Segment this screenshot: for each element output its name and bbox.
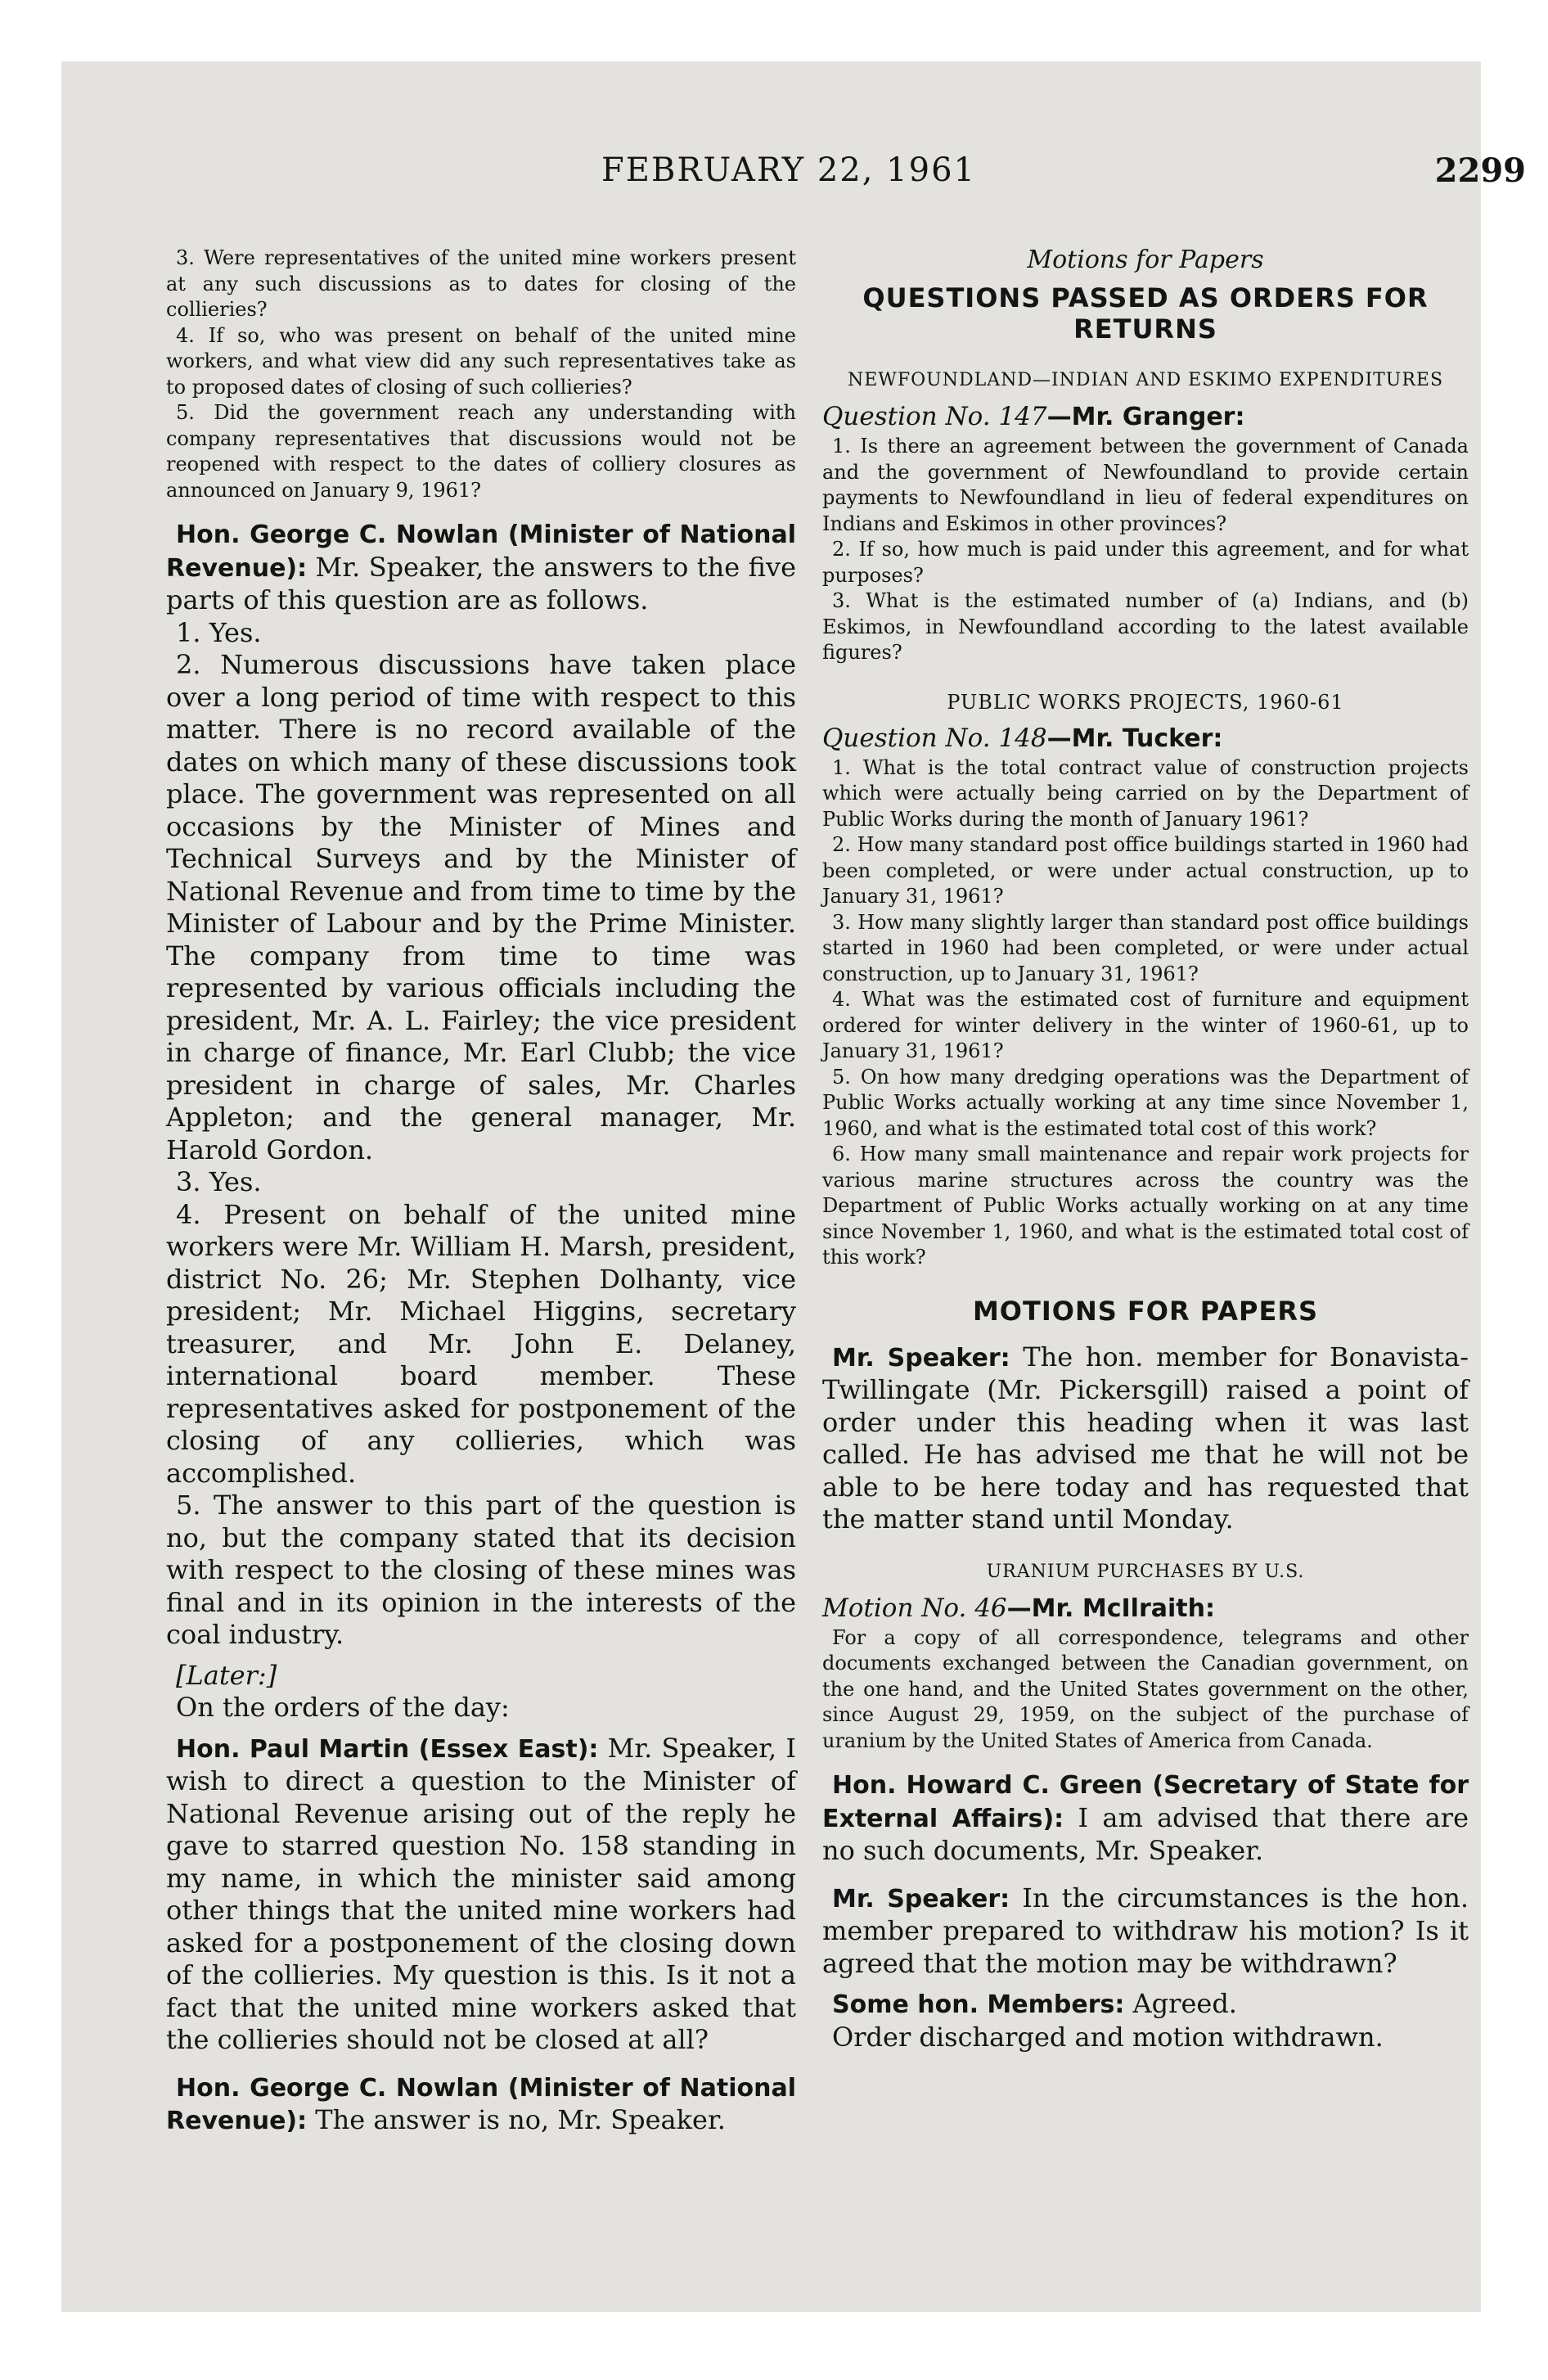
subheading-uranium: URANIUM PURCHASES BY U.S. — [986, 1561, 1305, 1582]
subheading-newfoundland: NEWFOUNDLAND—INDIAN AND ESKIMO EXPENDITURES — [847, 370, 1444, 390]
page-number: 2299 — [1434, 151, 1526, 190]
later-marker: [Later:] — [176, 1659, 277, 1691]
q148-part-2: 2. How many standard post office buildings started in 1960 had been completed, or were under actual construction, up to January 31, 1961? — [822, 833, 1469, 908]
motion-number: Motion No. 46 — [822, 1593, 1007, 1623]
speech-text: I am advised that there are no such documents, Mr. Speaker. — [822, 1801, 1469, 1866]
speech-martin — [166, 1733, 796, 2057]
q148-part-6: 6. How many small maintenance and repair work projects for various marine structures across the country was the Department of Public Works actually working on at any time since November 1, 1960, and what is the estimated total cost of this work? — [822, 1143, 1469, 1269]
motion-46-heading — [822, 1592, 1469, 1625]
member-name: —Mr. Tucker: — [1046, 723, 1223, 753]
header-date: FEBRUARY 22, 1961 — [601, 151, 976, 189]
answer-2: 2. Numerous discussions have taken place over a long period of time with respect to this matter. There is no record available of the dates on which many of these discussions took place. The government was represented on all occasions by the Minister of Mines and Technical Surveys and by the Minister of National Revenue and from time to time by the Minister of Labour and by the Prime Minister. The company from time to time was represented by various officials including the president, Mr. A. L. Fairley; the vice president in charge of finance, Mr. Earl Clubb; the vice president in charge of sales, Mr. Charles Appleton; and the general manager, Mr. Harold Gordon. — [166, 649, 796, 1165]
member-name: —Mr. Granger: — [1046, 403, 1245, 431]
section-title-questions: QUESTIONS PASSED AS ORDERS FOR RETURNS — [862, 282, 1429, 345]
speaker-name: Some hon. Members: — [832, 1990, 1125, 2019]
subheading-public-works: PUBLIC WORKS PROJECTS, 1960-61 — [947, 690, 1344, 714]
question-number: Question No. 147 — [822, 402, 1047, 431]
section-title-motions: MOTIONS FOR PAPERS — [972, 1295, 1319, 1327]
q148-part-5: 5. On how many dredging operations was the Department of Public Works actually working at any time since November 1, 1960, and what is the estimated total cost of this work? — [822, 1065, 1469, 1140]
question-148-heading — [822, 722, 1469, 755]
speech-text: Mr. Speaker, the answers to the five parts of this question are as follows. — [166, 551, 796, 615]
question-147-heading — [822, 400, 1469, 434]
speech-text: In the circumstances is the hon. member prepared to withdraw his motion? Is it agreed that the motion may be withdrawn? — [822, 1882, 1469, 1979]
speech-green — [822, 1769, 1469, 1868]
speaker-name: Hon. George C. Nowlan (Minister of National Revenue): — [166, 2073, 796, 2135]
question-number: Question No. 148 — [822, 723, 1047, 753]
speech-nowlan-1 — [166, 518, 796, 617]
page-scan — [61, 61, 1526, 2312]
speech-text: Agreed. — [1124, 1988, 1237, 2019]
speech-text: Mr. Speaker, I wish to direct a question to the Minister of National Revenue arising out of the reply he gave to starred question No. 158 standing in my name, in which the minister said among other things that the united mine workers had asked for a postponement of the closing down of the collieries. My question is this. Is it not a fact that the united mine workers asked that the collieries should not be closed at all? — [166, 1732, 797, 2055]
q148-part-3: 3. How many slightly larger than standard post office buildings started in 1960 had been completed, or were under actual construction, up to January 31, 1961? — [822, 910, 1469, 985]
speech-members — [822, 1988, 1469, 2022]
speaker-name: Mr. Speaker: — [832, 1884, 1010, 1913]
answer-3: 3. Yes. — [176, 1166, 262, 1197]
speech-nowlan-2 — [166, 2071, 796, 2138]
speech-speaker-1 — [822, 1341, 1469, 1536]
answer-5: 5. The answer to this part of the question is no, but the company stated that its decision with respect to the closing of these mines was final and in its opinion in the interests of the coal industry. — [166, 1490, 796, 1650]
speaker-name: Hon. Howard C. Green (Secretary of State for External Affairs): — [822, 1771, 1469, 1833]
question-part-3: 3. Were representatives of the united mine workers present at any such discussions as to dates for closing of the collieries? — [166, 246, 796, 321]
answer-4: 4. Present on behalf of the united mine workers were Mr. William H. Marsh, president, district No. 26; Mr. Stephen Dolhanty, vice president; Mr. Michael Higgins, secretary treasurer, and Mr. John E. Delaney, international board member. These representatives asked for postponement of the closing of any collieries, which was accomplished. — [166, 1198, 796, 1489]
question-part-5: 5. Did the government reach any understanding with company representatives that discussions would not be reopened with respect to the dates of colliery closures as announced on January 9, 1961? — [166, 401, 796, 502]
speaker-name: Mr. Speaker: — [832, 1343, 1010, 1373]
speech-speaker-2 — [822, 1882, 1469, 1981]
order-discharged: Order discharged and motion withdrawn. — [832, 2021, 1384, 2053]
speaker-name: Hon. George C. Nowlan (Minister of National Revenue): — [166, 521, 796, 583]
motion-46-text: For a copy of all correspondence, telegrams and other documents exchanged between the Canadian government, on the one hand, and the United States government on the other, since August 29, 1959, on the subject of the purchase of uranium by the United States of America from Canada. — [822, 1625, 1469, 1752]
answer-1: 1. Yes. — [176, 616, 262, 648]
left-column — [166, 246, 796, 2138]
question-part-4: 4. If so, who was present on behalf of the united mine workers, and what view did any such representatives take as to proposed dates of closing of such collieries? — [166, 323, 796, 399]
section-running-head: Motions for Papers — [1027, 246, 1264, 274]
speaker-name: Hon. Paul Martin (Essex East): — [176, 1734, 599, 1764]
member-name: —Mr. McIlraith: — [1006, 1593, 1215, 1623]
q147-part-1: 1. Is there an agreement between the government of Canada and the government of Newfoundland to provide certain payments to Newfoundland in lieu of federal expenditures on Indians and Eskimos in other provinces? — [822, 435, 1469, 535]
q148-part-1: 1. What is the total contract value of construction projects which were actually being carried on by the Department of Public Works during the month of January 1961? — [822, 755, 1469, 831]
q147-part-3: 3. What is the estimated number of (a) Indians, and (b) Eskimos, in Newfoundland according to the latest available figures? — [822, 589, 1469, 664]
q148-part-4: 4. What was the estimated cost of furniture and equipment ordered for winter delivery in the winter of 1960-61, up to January 31, 1961? — [822, 988, 1469, 1062]
right-column — [822, 246, 1469, 2053]
q147-part-2: 2. If so, how much is paid under this agreement, and for what purposes? — [822, 538, 1469, 587]
speech-text: The answer is no, Mr. Speaker. — [307, 2104, 726, 2135]
orders-of-day: On the orders of the day: — [176, 1692, 510, 1723]
speech-text: The hon. member for Bonavista-Twillingate (Mr. Pickersgill) raised a point of order under this heading when it was last called. He has advised me that he will not be able to be here today and has requested that the matter stand until Monday. — [822, 1341, 1469, 1535]
page-header — [601, 151, 1526, 201]
